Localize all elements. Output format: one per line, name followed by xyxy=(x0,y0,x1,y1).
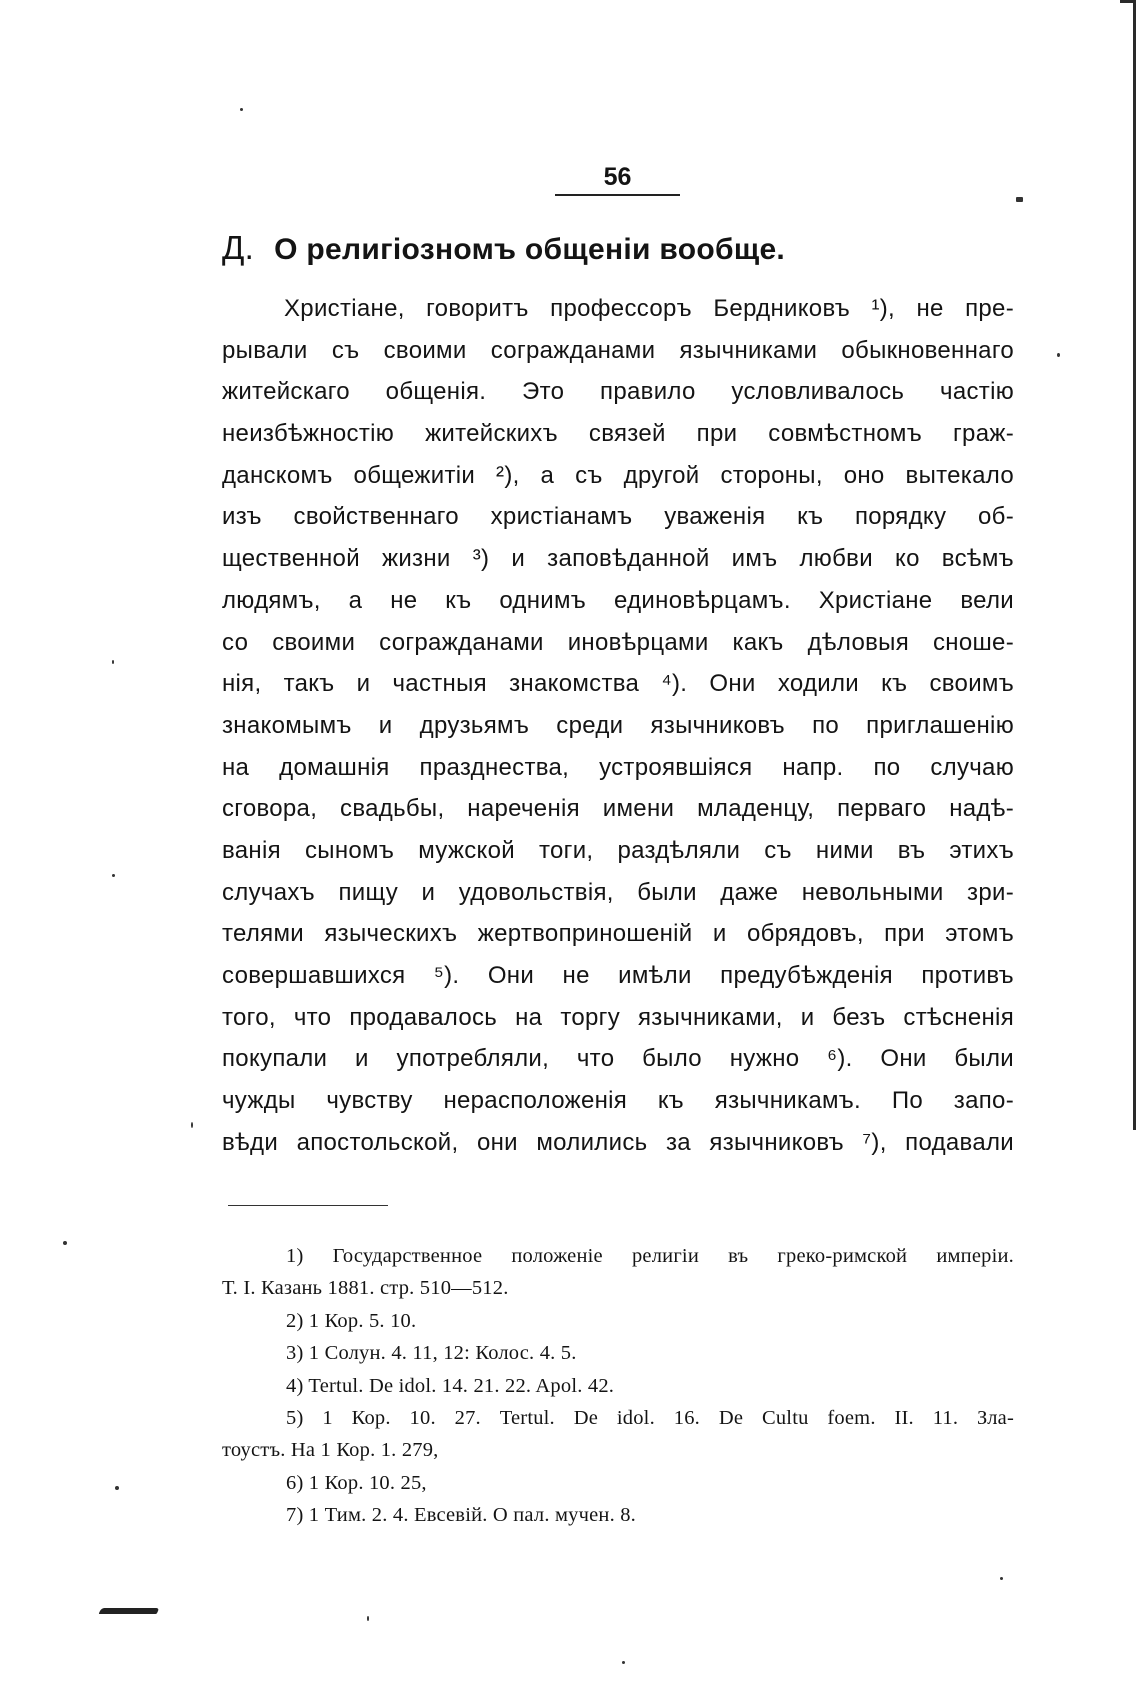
body-line: Христіане, говоритъ профессоръ Бердниковъ ¹), не пре- xyxy=(284,295,1014,322)
footnote-6: 6) 1 Кор. 10. 25, xyxy=(286,1471,427,1494)
footnote-3: 3) 1 Солун. 4. 11, 12: Колос. 4. 5. xyxy=(286,1342,577,1365)
body-line: совершавшихся ⁵). Они не имѣли предубѣжденія противъ xyxy=(222,962,1014,989)
dust-speck xyxy=(63,1241,67,1245)
section-title xyxy=(222,228,1022,270)
section-letter: Д. xyxy=(222,229,255,266)
body-line: нія, такъ и частныя знакомства ⁴). Они ходили къ своимъ xyxy=(222,670,1014,698)
body-line: знакомымъ и друзьямъ среди язычниковъ по приглашенію xyxy=(222,711,1014,739)
body-line: сговора, свадьбы, нареченія имени младенцу, перваго надѣ- xyxy=(222,795,1014,823)
body-line: изъ свойственнаго христіанамъ уваженія къ порядку об- xyxy=(222,503,1014,531)
body-line: житейскаго общенія. Это правило условливалось частію xyxy=(222,378,1014,406)
dust-speck xyxy=(112,660,114,664)
dust-speck xyxy=(622,1661,625,1664)
body-line: покупали и употребляли, что было нужно ⁶). Они были xyxy=(222,1045,1014,1073)
dust-speck xyxy=(1057,353,1060,357)
dust-speck xyxy=(1000,1577,1003,1580)
body-line: ванія сыномъ мужской тоги, раздѣляли съ ними въ этихъ xyxy=(222,836,1014,864)
footnote-5-continued: тоустъ. На 1 Кор. 1. 279, xyxy=(222,1439,439,1462)
body-line: со своими согражданами иновѣрцами какъ дѣловыя сноше- xyxy=(222,628,1014,656)
footnotes xyxy=(222,1240,1014,1532)
body-line: телями языческихъ жертвоприношеній и обрядовъ, при этомъ xyxy=(222,920,1014,948)
body-line: данскомъ общежитіи ²), а съ другой стороны, оно вытекало xyxy=(222,461,1014,489)
ink-blot xyxy=(99,1608,160,1614)
dust-speck xyxy=(115,1486,119,1490)
scan-edge-right xyxy=(1133,0,1136,1130)
footnote-separator xyxy=(228,1205,388,1206)
page-number: 56 xyxy=(555,162,680,196)
footnote-7: 7) 1 Тим. 2. 4. Евсевій. О пал. мучен. 8. xyxy=(286,1504,636,1527)
body-line: рывали съ своими согражданами язычниками обыкновеннаго xyxy=(222,336,1014,364)
dust-speck xyxy=(191,1122,193,1128)
body-line: чужды чувству нерасположенія къ язычникамъ. По запо- xyxy=(222,1087,1014,1115)
section-title-text: О религіозномъ общеніи вообще. xyxy=(274,233,786,266)
body-line: неизбѣжностію житейскихъ связей при совмѣстномъ граж- xyxy=(222,420,1014,448)
dust-speck xyxy=(367,1616,369,1621)
dust-speck xyxy=(112,874,115,877)
dust-speck xyxy=(1016,197,1023,202)
body-line: случахъ пищу и удовольствія, были даже невольными зри- xyxy=(222,878,1014,906)
footnote-1: 1) Государственное положеніе религіи въ греко-римской имперіи. xyxy=(286,1245,1014,1267)
body-line: на домашнія празднества, устроявшіяся напр. по случаю xyxy=(222,753,1014,781)
body-line: щественной жизни ³) и заповѣданной имъ любви ко всѣмъ xyxy=(222,545,1014,573)
body-line: вѣди апостольской, они молились за язычниковъ ⁷), подавали xyxy=(222,1128,1014,1156)
body-paragraph xyxy=(222,288,1014,1163)
body-line: людямъ, а не къ однимъ единовѣрцамъ. Христіане вели xyxy=(222,586,1014,614)
footnote-1-continued: Т. I. Казань 1881. стр. 510—512. xyxy=(222,1277,509,1300)
footnote-4: 4) Tertul. De idol. 14. 21. 22. Apol. 42. xyxy=(286,1374,615,1397)
body-line: того, что продавалось на торгу язычниками, и безъ стѣсненія xyxy=(222,1003,1014,1031)
dust-speck xyxy=(240,108,243,111)
footnote-2: 2) 1 Кор. 5. 10. xyxy=(286,1309,417,1332)
footnote-5: 5) 1 Кор. 10. 27. Tertul. De idol. 16. De Cultu foem. II. 11. Зла- xyxy=(286,1406,1014,1429)
